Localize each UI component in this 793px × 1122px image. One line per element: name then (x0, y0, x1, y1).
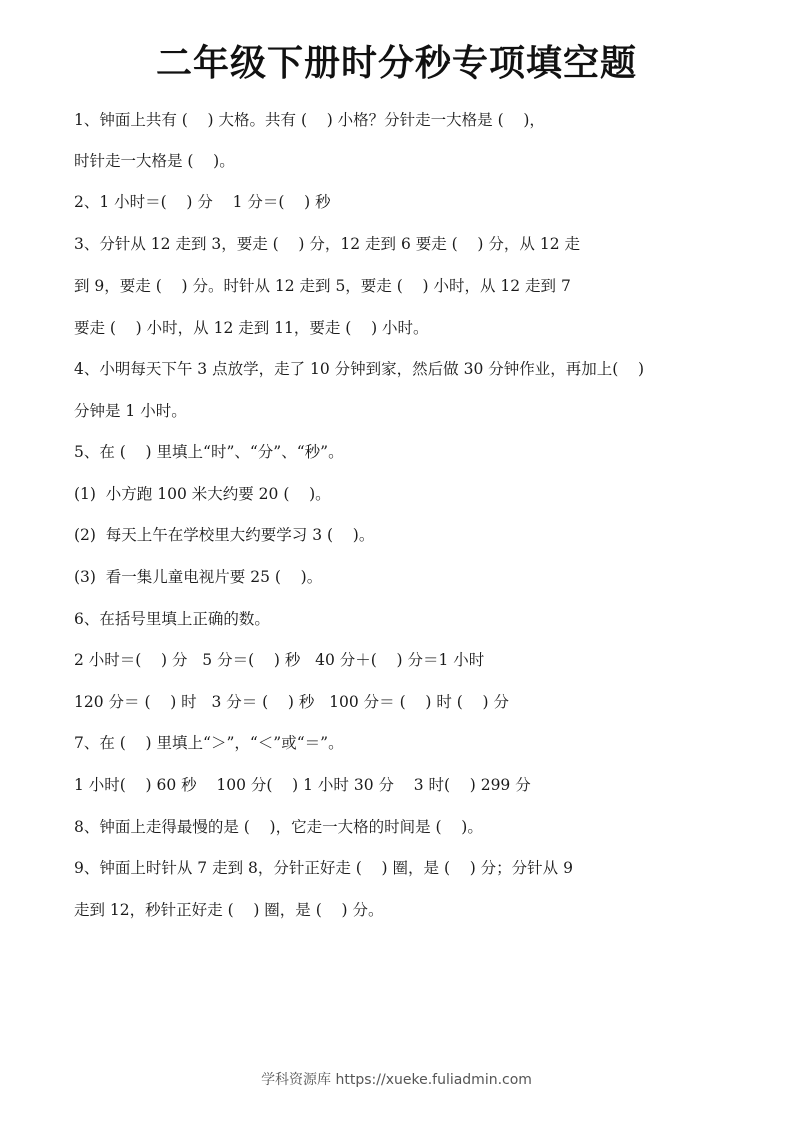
question-6-line-3: 120 分＝ ( ) 时 3 分＝ ( ) 秒 100 分＝ ( ) 时 ( ) 分 (74, 693, 509, 711)
question-9-line-2: 走到 12，秒针正好走 ( ) 圈，是 ( ) 分。 (74, 901, 384, 919)
question-1-line-1: 1、钟面上共有 ( ) 大格。共有 ( ) 小格？分针走一大格是 ( )， (74, 111, 545, 129)
question-1-line-2: 时针走一大格是 ( )。 (74, 152, 235, 170)
question-9-line-1: 9、钟面上时针从 7 走到 8，分针正好走 ( ) 圈，是 ( ) 分；分针从 9 (74, 859, 573, 877)
question-3-line-3: 要走 ( ) 小时，从 12 走到 11，要走 ( ) 小时。 (74, 319, 429, 337)
question-6-line-1: 6、在括号里填上正确的数。 (74, 610, 270, 628)
question-3-line-1: 3、分针从 12 走到 3，要走 ( ) 分，12 走到 6 要走 ( ) 分，从 12 走 (74, 235, 580, 253)
question-7-line-2: 1 小时( ) 60 秒 100 分( ) 1 小时 30 分 3 时( ) 299 分 (74, 776, 531, 794)
page-title: 二年级下册时分秒专项填空题 (155, 43, 637, 84)
question-5-item-1: (1) 小方跑 100 米大约要 20 ( )。 (74, 485, 331, 503)
question-4-line-1: 4、小明每天下午 3 点放学，走了 10 分钟到家，然后做 30 分钟作业，再加上( ) (74, 360, 645, 378)
question-5-line-1: 5、在 ( ) 里填上“时”、“分”、“秒”。 (74, 443, 344, 461)
question-3-line-2: 到 9，要走 ( ) 分。时针从 12 走到 5，要走 ( ) 小时，从 12 走到 7 (74, 277, 571, 295)
question-8-line-1: 8、钟面上走得最慢的是 ( )，它走一大格的时间是 ( )。 (74, 818, 483, 836)
footer-source: 学科资源库 https://xueke.fuliadmin.com (261, 1072, 532, 1088)
question-5-item-3: (3) 看一集儿童电视片要 25 ( )。 (74, 568, 323, 586)
question-2-line-1: 2、1 小时＝( ) 分 1 分＝( ) 秒 (74, 193, 331, 211)
question-7-line-1: 7、在 ( ) 里填上“＞”，“＜”或“＝”。 (74, 734, 344, 752)
question-6-line-2: 2 小时＝( ) 分 5 分＝( ) 秒 40 分＋( ) 分＝1 小时 (74, 651, 485, 669)
question-4-line-2: 分钟是 1 小时。 (74, 402, 187, 420)
question-5-item-2: (2) 每天上午在学校里大约要学习 3 ( )。 (74, 526, 375, 544)
